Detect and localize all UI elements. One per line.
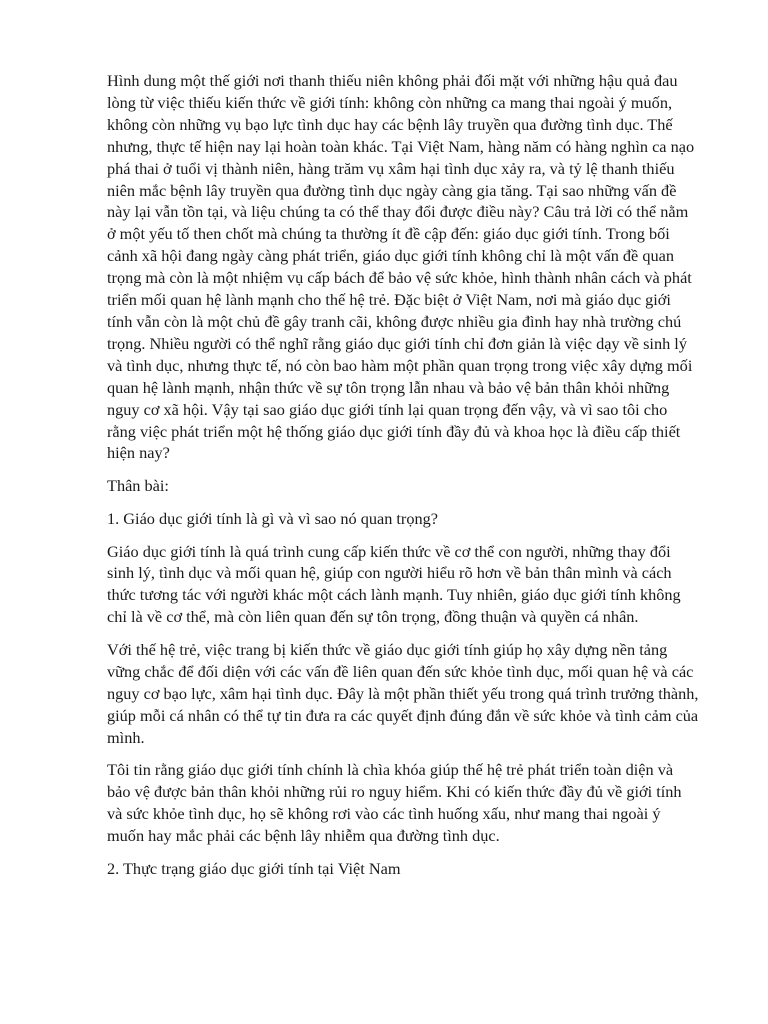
section-1-paragraph-3: Tôi tin rằng giáo dục giới tính chính là chìa khóa giúp thế hệ trẻ phát triển toàn diện và bảo vệ được bản thân khỏi những rủi ro nguy hiểm. Khi có kiến thức đầy đủ về giới tính và sức khỏe tình dục, họ sẽ không rơi vào các tình huống xấu, như mang thai ngoài ý muốn hay mắc phải các bệnh lây nhiễm qua đường tình dục.: [107, 760, 682, 845]
document-body: [107, 70, 699, 890]
section-2-heading: 2. Thực trạng giáo dục giới tính tại Việt Nam: [107, 858, 401, 878]
intro-paragraph: Hình dung một thế giới nơi thanh thiếu niên không phải đối mặt với những hậu quả đau lòng từ việc thiếu kiến thức về giới tính: không còn những ca mang thai ngoài ý muốn, không còn những vụ bạo lực tình dục hay các bệnh lây truyền qua đường tình dục. Thế nhưng, thực tế hiện nay lại hoàn toàn khác. Tại Việt Nam, hàng năm có hàng nghìn ca nạo phá thai ở tuổi vị thành niên, hàng trăm vụ xâm hại tình dục xảy ra, và tỷ lệ thanh thiếu niên mắc bệnh lây truyền qua đường tình dục ngày càng gia tăng. Tại sao những vấn đề này lại vẫn tồn tại, và liệu chúng ta có thể thay đổi được điều này? Câu trả lời có thể nằm ở một yếu tố then chốt mà chúng ta thường ít đề cập đến: giáo dục giới tính. Trong bối cảnh xã hội đang ngày càng phát triển, giáo dục giới tính không chỉ là một vấn đề quan trọng mà còn là một nhiệm vụ cấp bách để bảo vệ sức khỏe, hình thành nhân cách và phát triển mối quan hệ lành mạnh cho thế hệ trẻ. Đặc biệt ở Việt Nam, nơi mà giáo dục giới tính vẫn còn là một chủ đề gây tranh cãi, không được nhiều gia đình hay nhà trường chú trọng. Nhiều người có thể nghĩ rằng giáo dục giới tính chỉ đơn giản là việc dạy về sinh lý và tình dục, nhưng thực tế, nó còn bao hàm một phần quan trọng trong việc xây dựng mối quan hệ lành mạnh, nhận thức về sự tôn trọng lẫn nhau và bảo vệ bản thân khỏi những nguy cơ xã hội. Vậy tại sao giáo dục giới tính lại quan trọng đến vậy, và vì sao tôi cho rằng việc phát triển một hệ thống giáo dục giới tính đầy đủ và khoa học là điều cấp thiết hiện nay?: [107, 71, 695, 463]
section-1-paragraph-1: Giáo dục giới tính là quá trình cung cấp kiến thức về cơ thể con người, những thay đổi sinh lý, tình dục và mối quan hệ, giúp con người hiểu rõ hơn về bản thân mình và cách thức tương tác với người khác một cách lành mạnh. Tuy nhiên, giáo dục giới tính không chỉ là về cơ thể, mà còn liên quan đến sự tôn trọng, đồng thuận và quyền cá nhân.: [107, 541, 681, 627]
section-1-heading: 1. Giáo dục giới tính là gì và vì sao nó quan trọng?: [107, 508, 439, 528]
section-1-paragraph-2: Với thế hệ trẻ, việc trang bị kiến thức về giáo dục giới tính giúp họ xây dựng nền tảng vững chắc để đối diện với các vấn đề liên quan đến sức khỏe tình dục, mối quan hệ và các nguy cơ bạo lực, xâm hại tình dục. Đây là một phần thiết yếu trong quá trình trưởng thành, giúp mỗi cá nhân có thể tự tin đưa ra các quyết định đúng đắn về sức khỏe và tình cảm của mình.: [107, 639, 699, 747]
body-label: Thân bài:: [107, 476, 169, 496]
